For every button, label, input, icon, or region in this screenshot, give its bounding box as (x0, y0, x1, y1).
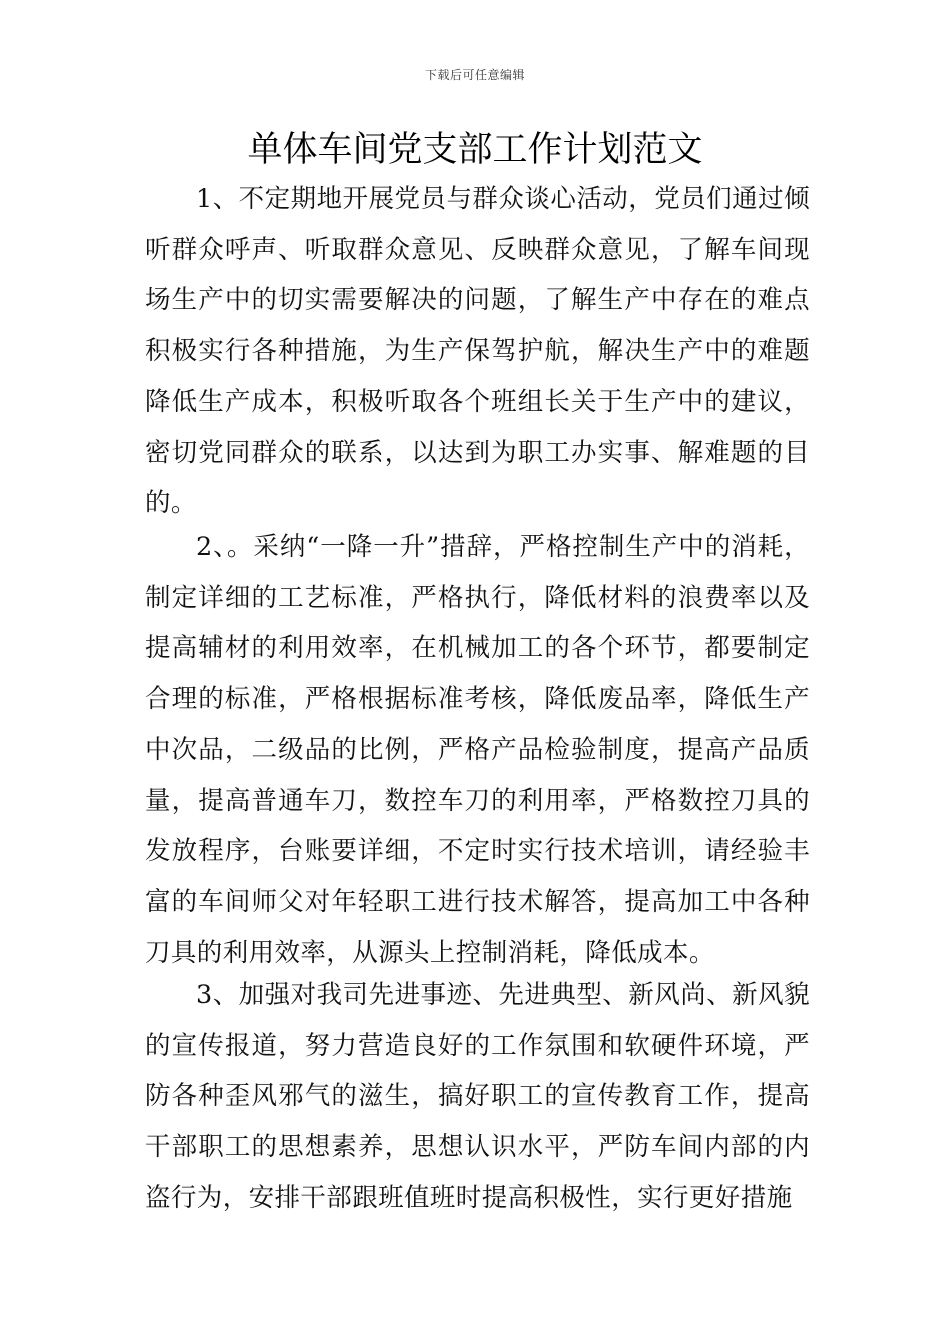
header-note: 下载后可任意编辑 (424, 68, 525, 82)
document-title: 单体车间党支部工作计划范文 (247, 130, 703, 170)
paragraph-2: 2、。采纳“一降一升”措辞，严格控制生产中的消耗，制定详细的工艺标准，严格执行，降低材料的浪费率以及提高辅材的利用效率，在机械加工的各个环节，都要制定合理的标准，严格根据标准考核，降低废品率，降低生产中次品，二级品的比例，严格产品检验制度，提高产品质量，提高普通车刀，数控车刀的利用率，严格数控刀具的发放程序，台账要详细，不定时实行技术培训，请经验丰富的车间师父对年轻职工进行技术解答，提高加工中各种刀具的利用效率，从源头上控制消耗，降低成本。 (145, 532, 810, 968)
paragraph-2-block (145, 522, 810, 978)
paragraph-3-block (145, 970, 810, 1224)
paragraph-1-block (145, 174, 810, 529)
paragraph-3: 3、加强对我司先进事迹、先进典型、新风尚、新风貌的宣传报道，努力营造良好的工作氛围和软硬件环境，严防各种歪风邪气的滋生，搞好职工的宣传教育工作，提高干部职工的思想素养，思想认识水平，严防车间内部的内盗行为，安排干部跟班值班时提高积极性，实行更好措施 (145, 980, 810, 1213)
paragraph-1: 1、不定期地开展党员与群众谈心活动，党员们通过倾听群众呼声、听取群众意见、反映群众意见，了解车间现场生产中的切实需要解决的问题，了解生产中存在的难点积极实行各种措施，为生产保驾护航，解决生产中的难题降低生产成本，积极听取各个班组长关于生产中的建议，密切党同群众的联系，以达到为职工办实事、解难题的目的。 (145, 184, 810, 519)
